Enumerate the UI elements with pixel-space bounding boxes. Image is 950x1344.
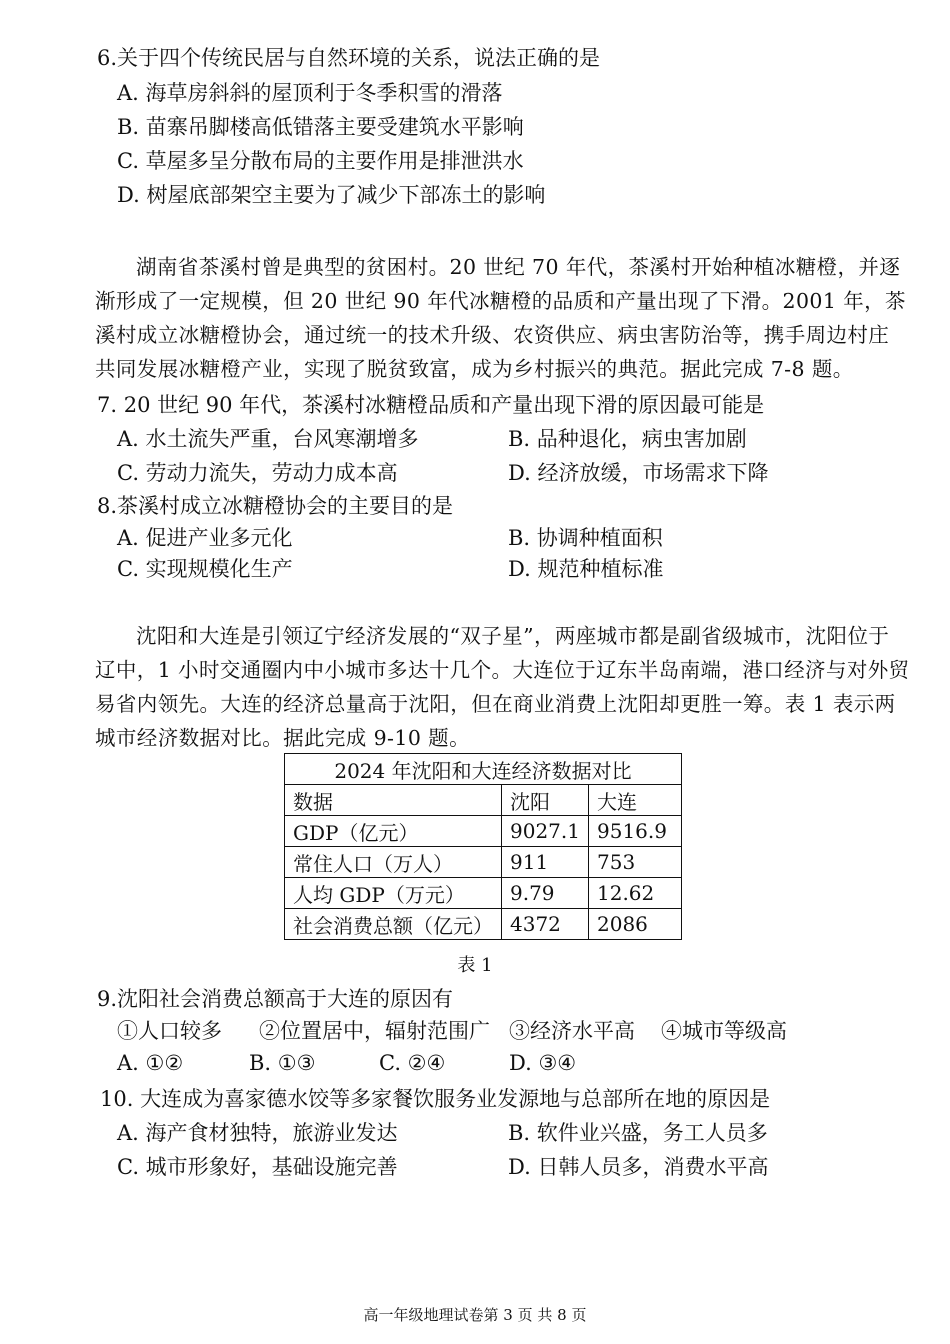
table-row: [285, 816, 682, 847]
passage2-line: 城市经济数据对比。据此完成 9-10 题。: [95, 726, 470, 750]
table-caption: 表 1: [457, 955, 493, 976]
q8-option-c: C. 实现规模化生产: [117, 557, 293, 581]
q9-item-1: ①人口较多: [117, 1019, 222, 1043]
q6-stem: 6.关于四个传统民居与自然环境的关系，说法正确的是: [97, 46, 601, 70]
table-cell: 4372: [502, 909, 589, 940]
table-cell: 911: [502, 847, 589, 878]
q9-stem: 9.沈阳社会消费总额高于大连的原因有: [97, 987, 454, 1011]
q7-option-d: D. 经济放缓，市场需求下降: [508, 461, 769, 485]
q7-stem: 7. 20 世纪 90 年代，茶溪村冰糖橙品质和产量出现下滑的原因最可能是: [97, 393, 765, 417]
table-cell: 12.62: [589, 878, 682, 909]
passage2-line: 沈阳和大连是引领辽宁经济发展的“双子星”，两座城市都是副省级城市，沈阳位于: [136, 624, 890, 648]
q10-option-d: D. 日韩人员多，消费水平高: [508, 1155, 769, 1179]
q10-option-b: B. 软件业兴盛，务工人员多: [508, 1121, 768, 1145]
q10-option-a: A. 海产食材独特，旅游业发达: [117, 1121, 398, 1145]
q8-stem: 8.茶溪村成立冰糖橙协会的主要目的是: [97, 494, 454, 518]
table-header-row: [285, 785, 682, 816]
table-header-cell: 大连: [589, 785, 682, 816]
table-header-cell: 沈阳: [502, 785, 589, 816]
table-cell: 社会消费总额（亿元）: [285, 909, 502, 940]
table-cell: 人均 GDP（万元）: [285, 878, 502, 909]
table-row: [285, 847, 682, 878]
q8-option-a: A. 促进产业多元化: [117, 526, 293, 550]
q9-option-b: B. ①③: [249, 1051, 316, 1075]
q8-option-d: D. 规范种植标准: [508, 557, 664, 581]
table-title: 2024 年沈阳和大连经济数据对比: [285, 754, 682, 785]
passage2-line: 辽中，1 小时交通圈内中小城市多达十几个。大连位于辽东半岛南端，港口经济与对外贸: [95, 658, 910, 682]
table-cell: GDP（亿元）: [285, 816, 502, 847]
passage1-line: 渐形成了一定规模，但 20 世纪 90 年代冰糖橙的品质和产量出现了下滑。2001 年，茶: [95, 289, 906, 313]
q6-option-b: B. 苗寨吊脚楼高低错落主要受建筑水平影响: [117, 115, 524, 139]
table-row: [285, 909, 682, 940]
q6-option-d: D. 树屋底部架空主要为了减少下部冻土的影响: [117, 183, 546, 207]
q9-item-4: ④城市等级高: [661, 1019, 787, 1043]
q7-option-b: B. 品种退化，病虫害加剧: [508, 427, 747, 451]
q10-option-c: C. 城市形象好，基础设施完善: [117, 1155, 398, 1179]
page-footer: 高一年级地理试卷第 3 页 共 8 页: [363, 1306, 587, 1324]
economic-data-table: [284, 753, 682, 940]
q9-item-2: ②位置居中，辐射范围广: [259, 1019, 490, 1043]
table-cell: 9.79: [502, 878, 589, 909]
passage1-line: 湖南省茶溪村曾是典型的贫困村。20 世纪 70 年代，茶溪村开始种植冰糖橙，并逐: [136, 255, 901, 279]
q9-option-a: A. ①②: [117, 1051, 184, 1075]
passage1-line: 共同发展冰糖橙产业，实现了脱贫致富，成为乡村振兴的典范。据此完成 7-8 题。: [95, 357, 854, 381]
table-cell: 753: [589, 847, 682, 878]
q6-option-c: C. 草屋多呈分散布局的主要作用是排泄洪水: [117, 149, 524, 173]
q9-option-c: C. ②④: [379, 1051, 446, 1075]
q9-option-d: D. ③④: [509, 1051, 577, 1075]
table-cell: 常住人口（万人）: [285, 847, 502, 878]
q7-option-c: C. 劳动力流失，劳动力成本高: [117, 461, 398, 485]
table-row: [285, 878, 682, 909]
q7-option-a: A. 水土流失严重，台风寒潮增多: [117, 427, 419, 451]
q10-stem: 10. 大连成为喜家德水饺等多家餐饮服务业发源地与总部所在地的原因是: [100, 1087, 771, 1111]
table-cell: 9516.9: [589, 816, 682, 847]
table-cell: 9027.1: [502, 816, 589, 847]
q8-option-b: B. 协调种植面积: [508, 526, 663, 550]
passage2-line: 易省内领先。大连的经济总量高于沈阳，但在商业消费上沈阳却更胜一筹。表 1 表示两: [95, 692, 896, 716]
q6-option-a: A. 海草房斜斜的屋顶利于冬季积雪的滑落: [117, 81, 503, 105]
q9-item-3: ③经济水平高: [509, 1019, 635, 1043]
table-cell: 2086: [589, 909, 682, 940]
passage1-line: 溪村成立冰糖橙协会，通过统一的技术升级、农资供应、病虫害防治等，携手周边村庄: [95, 323, 890, 347]
table-title-row: [285, 754, 682, 785]
table-header-cell: 数据: [285, 785, 502, 816]
